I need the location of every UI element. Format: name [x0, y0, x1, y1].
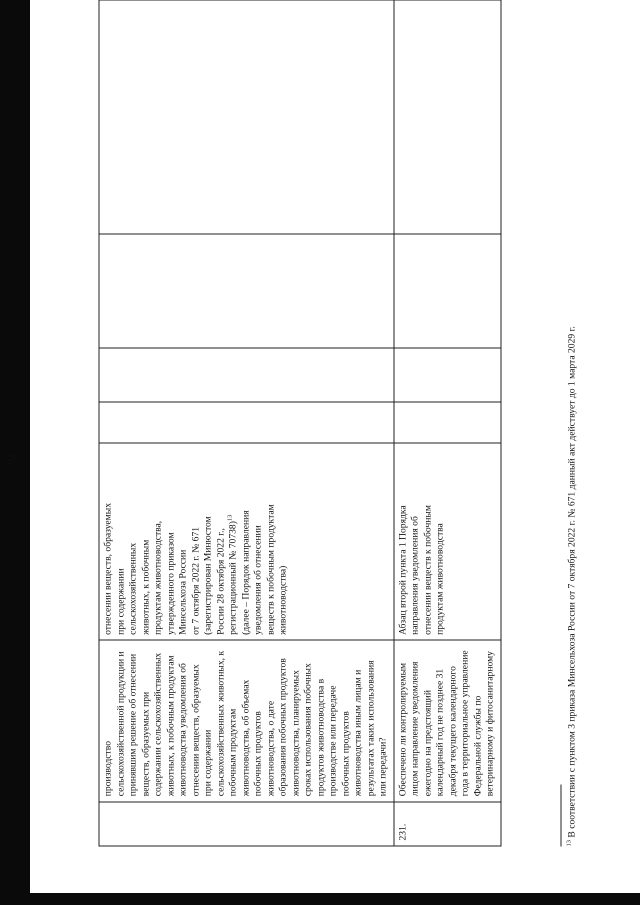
footnote-marker: 13 [564, 840, 572, 847]
answer-na-cell [393, 234, 500, 348]
legal-act-cell [99, 443, 394, 640]
answer-yes-cell [393, 402, 500, 443]
notes-cell [393, 0, 500, 234]
answer-no-cell [99, 348, 394, 402]
row-number-cell: 231. [393, 802, 500, 846]
table-row [99, 0, 394, 846]
footnote-ref: 13 [225, 514, 233, 522]
footnote-text: В соответствии с пунктом 3 приказа Минсельхоза России от 7 октября 2022 г. № 671 данный акт действует до 1 марта 2029 г. [566, 326, 577, 840]
legal-act-text-cont: (далее – Порядок направления уведомления об отнесении веществ к побочным продуктам животноводства) [239, 504, 288, 635]
answer-na-cell [99, 234, 394, 348]
answer-no-cell [393, 348, 500, 402]
requirement-cell: производство сельскохозяйственной продукции и принявшим решение об отнесении веществ, образуемых при содержании сельскохозяйственных животных, к побочным продуктам животноводства уведомления об отнесении веществ, образуемых при содержании сельскохозяйственных животных, к побочным продуктам животноводства, об объемах побочных продуктов животноводства, о дате образования побочных продуктов животноводства, планируемых сроках использования побочных продуктов животноводства в производстве или передаче побочных продуктов животноводства иным лицам и результатах таких использования или передачи? [99, 640, 394, 801]
legal-act-text: отнесении веществ, образуемых при содержании сельскохозяйственных животных, к побочным продуктам животноводства, утвержденного приказом Минсельхоза России от 7 октября 2022 г. № 671 (зарегистрирован Минюстом России 28 октября 2022 г., регистрационный № 70738) [102, 503, 238, 635]
checklist-table [98, 0, 501, 847]
footnote [566, 326, 577, 846]
row-number-cell [99, 802, 394, 846]
notes-cell [99, 0, 394, 234]
page-number: 92 [5, 453, 17, 465]
legal-act-cell: Абзац второй пункта 1 Порядка направления уведомления об отнесении веществ к побочным продуктам животноводства [393, 443, 500, 640]
answer-yes-cell [99, 402, 394, 443]
footnote-separator [560, 785, 561, 847]
requirement-cell: Обеспечено ли контролируемым лицом направление уведомления ежегодно на предстоящий календарный год не позднее 31 декабря текущего календарного года в территориальное управление Федеральной службы по ветеринарному и фитосанитарному [393, 640, 500, 801]
table-row [393, 0, 500, 846]
